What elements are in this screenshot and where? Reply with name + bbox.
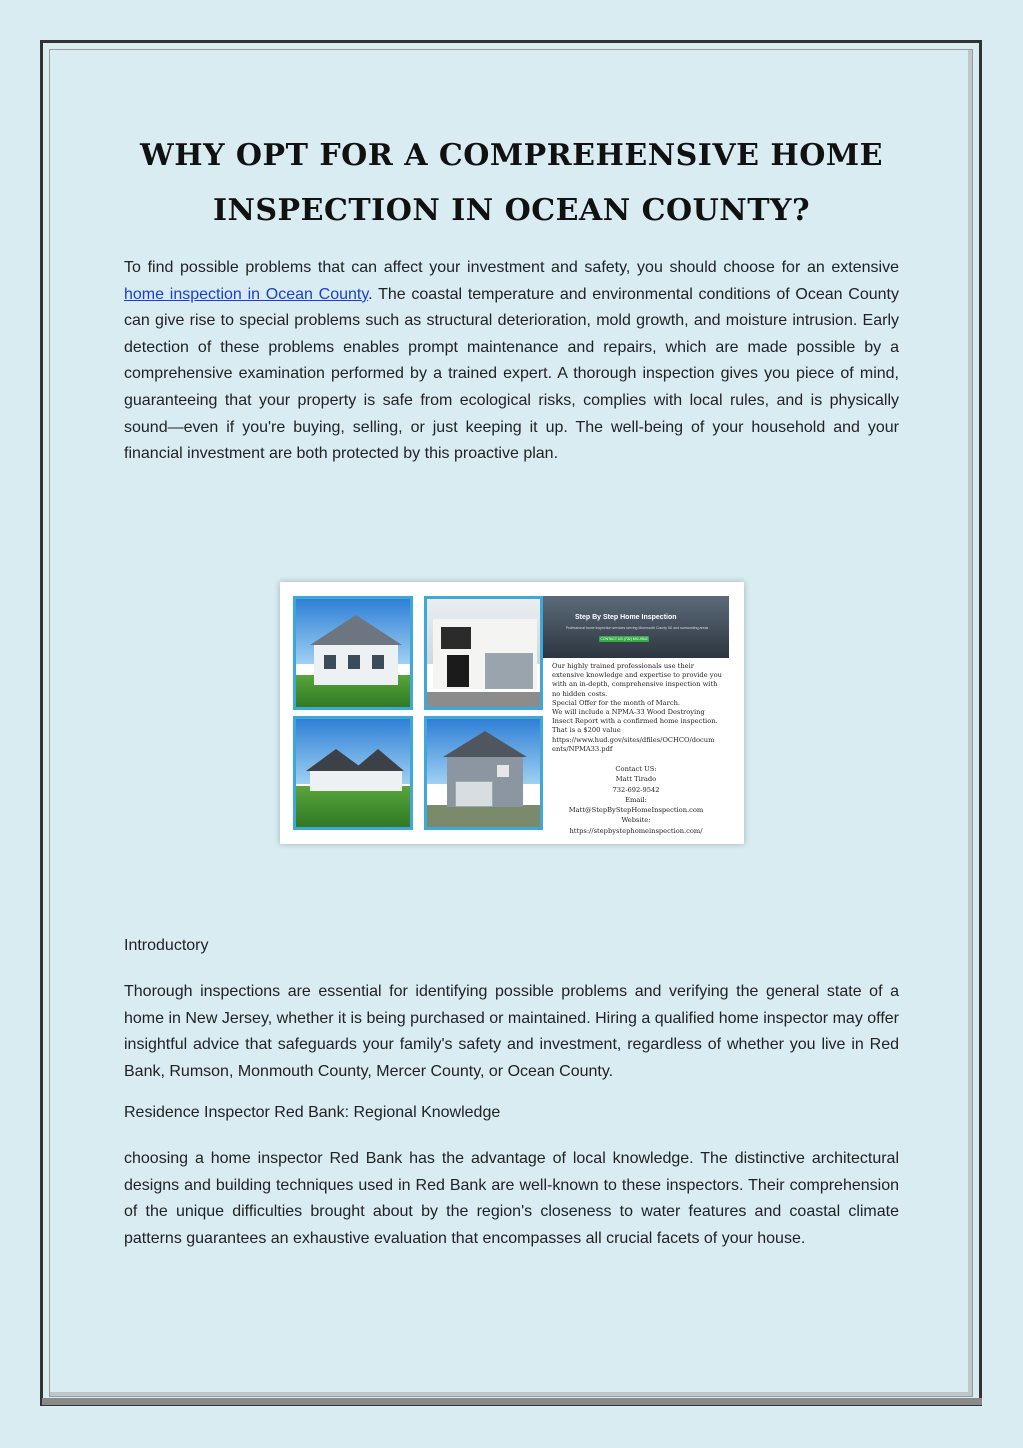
ad-contact-info: Contact US: Matt Tirado 732-692-9542 Email: Matt@StepByStepHomeInspection.com Website: https://stepbystephomeinspection.com/ xyxy=(568,765,704,835)
ad-subtitle: Professional home inspection services serving Monmouth County NJ and surrounding areas xyxy=(565,626,709,630)
intro-text-start: To find possible problems that can affect your investment and safety, you should choose for an extensive xyxy=(124,259,899,276)
inspection-collage-image xyxy=(280,582,744,844)
house-photo-2 xyxy=(424,596,543,710)
house-photo-1 xyxy=(293,596,413,710)
red-bank-paragraph: choosing a home inspector Red Bank has the advantage of local knowledge. The distinctive architectural designs and building techniques used in Red Bank are well-known to these inspectors. Their comprehension of the unique difficulties brought about by the region's closeness to water features and coastal climate patterns guarantees an exhaustive evaluation that encompasses all crucial facets of your house. xyxy=(124,1150,899,1247)
house-photo-4 xyxy=(424,716,543,830)
ad-contact-button: CONTACT US (732) 692-9542 xyxy=(600,637,648,641)
page-border-shadow xyxy=(42,1398,982,1405)
ad-title: Step By Step Home Inspection xyxy=(575,614,677,621)
ad-banner xyxy=(543,596,729,658)
intro-text-end: . The coastal temperature and environmental conditions of Ocean County can give rise to special problems such as structural deterioration, mold growth, and moisture intrusion. Early detection of these problems enables prompt maintenance and repairs, which are made possible by a comprehensive examination performed by a trained expert. A thorough inspection gives you piece of mind, guaranteeing that your property is safe from ecological risks, complies with local rules, and is physically sound—even if you're buying, selling, or just keeping it up. The well-being of your household and your financial investment are both protected by this proactive plan. xyxy=(124,285,900,463)
home-inspection-ocean-county-link[interactable]: home inspection in Ocean County xyxy=(124,285,369,303)
inspection-ad-panel xyxy=(543,596,729,835)
introductory-paragraph: Thorough inspections are essential for identifying possible problems and verifying the general state of a home in New Jersey, whether it is being purchased or maintained. Hiring a qualified home inspector may offer insightful advice that safeguards your family's safety and investment, regardless of whether you live in Red Bank, Rumson, Monmouth County, Mercer County, or Ocean County. xyxy=(124,983,899,1080)
introductory-heading: Introductory xyxy=(124,937,209,954)
intro-paragraph xyxy=(124,255,899,468)
red-bank-heading: Residence Inspector Red Bank: Regional Knowledge xyxy=(124,1104,501,1121)
page-title: WHY OPT FOR A COMPREHENSIVE HOME INSPECTION IN OCEAN COUNTY? xyxy=(140,138,883,228)
house-photo-3 xyxy=(293,716,413,830)
ad-body-text: Our highly trained professionals use their extensive knowledge and expertise to provide you with an in-depth, comprehensive inspection with no hidden costs. Special Offer for the month of March. We will include a NPMA-33 Wood Destroying Insect Report with a confirmed home inspection. That is a $200 value https://www.hud.gov/sites/dfiles/OCHCO/docum ents/NPMA33.pdf xyxy=(552,662,722,753)
